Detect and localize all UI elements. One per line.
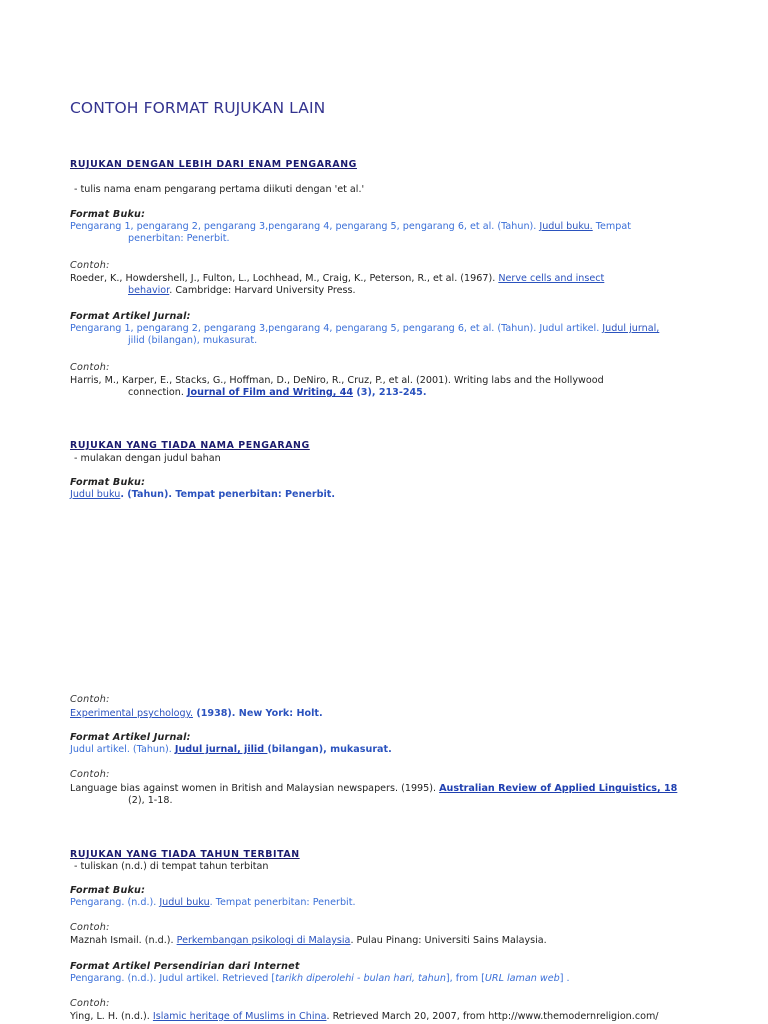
example-title-link[interactable]: behavior xyxy=(128,285,170,296)
format-text: Pengarang 1, pengarang 2, pengarang 3,pengarang 4, pengarang 5, pengarang 6, et al. (Tahun). xyxy=(70,221,540,232)
journal-title-link[interactable]: Judul jurnal, jilid xyxy=(174,744,268,755)
format-text: . Tempat penerbitan: Penerbit. xyxy=(209,897,356,908)
format-book-label: Format Buku: xyxy=(70,885,146,896)
page-title: CONTOH FORMAT RUJUKAN LAIN xyxy=(70,99,326,117)
book-title-link[interactable]: Judul buku. xyxy=(539,221,593,232)
example-line xyxy=(70,708,323,720)
section-heading-no-year: RUJUKAN YANG TIADA TAHUN TERBITAN xyxy=(70,849,300,860)
format-text: Judul artikel. (Tahun). xyxy=(70,744,175,755)
format-journal-line xyxy=(70,744,392,756)
example-title-link[interactable]: Perkembangan psikologi di Malaysia xyxy=(176,935,351,946)
example-line-1 xyxy=(70,273,604,285)
example-line-1: Harris, M., Karper, E., Stacks, G., Hoffman, D., DeNiro, R., Cruz, P., et al. (2001). Writing labs and the Hollywood xyxy=(70,375,604,386)
example-text: (3), 213-245. xyxy=(353,387,427,398)
format-text: Pengarang. (n.d.). xyxy=(70,897,160,908)
format-journal-label: Format Artikel Jurnal: xyxy=(70,311,191,322)
journal-title-link[interactable]: Judul jurnal, xyxy=(602,323,660,334)
format-book-line xyxy=(70,897,356,909)
format-journal-line-1 xyxy=(70,323,659,335)
example-text: . Retrieved March 20, 2007, from http://www.themodernreligion.com/ xyxy=(326,1011,659,1022)
example-text: Roeder, K., Howdershell, J., Fulton, L., Lochhead, M., Craig, K., Peterson, R., et al. (1967). xyxy=(70,273,499,284)
format-text: . (Tahun). Tempat penerbitan: Penerbit. xyxy=(120,489,336,500)
section-note: - tuliskan (n.d.) di tempat tahun terbitan xyxy=(74,861,269,872)
example-line-1 xyxy=(70,783,677,795)
format-book-line-2: penerbitan: Penerbit. xyxy=(128,233,230,244)
example-label: Contoh: xyxy=(70,362,110,373)
example-title-link[interactable]: Islamic heritage of Muslims in China xyxy=(152,1011,327,1022)
journal-title-link[interactable]: Australian Review of Applied Linguistics, 18 xyxy=(439,783,678,794)
book-title-link[interactable]: Judul buku xyxy=(159,897,210,908)
example-line-2: (2), 1-18. xyxy=(128,795,173,806)
format-journal-label: Format Artikel Jurnal: xyxy=(70,732,191,743)
example-label: Contoh: xyxy=(70,769,110,780)
example-label: Contoh: xyxy=(70,694,110,705)
example-line-2 xyxy=(128,387,427,399)
format-text: ], from [ xyxy=(445,973,485,984)
example-text: (1938). New York: Holt. xyxy=(193,708,323,719)
section-note: - tulis nama enam pengarang pertama diikuti dengan 'et al.' xyxy=(74,184,365,195)
format-internet-label: Format Artikel Persendirian dari Internet xyxy=(70,961,300,972)
format-placeholder: URL laman web xyxy=(484,973,560,984)
format-text: ] . xyxy=(559,973,570,984)
example-title-link[interactable]: Nerve cells and insect xyxy=(498,273,605,284)
example-text: . Cambridge: Harvard University Press. xyxy=(169,285,356,296)
format-book-line-1 xyxy=(70,221,631,233)
example-text: connection. xyxy=(128,387,187,398)
example-line xyxy=(70,1011,659,1023)
example-text: Maznah Ismail. (n.d.). xyxy=(70,935,177,946)
example-text: . Pulau Pinang: Universiti Sains Malaysia. xyxy=(350,935,547,946)
example-label: Contoh: xyxy=(70,998,110,1009)
format-placeholder: tarikh diperolehi - bulan hari, tahun xyxy=(275,973,446,984)
format-book-label: Format Buku: xyxy=(70,209,146,220)
example-line xyxy=(70,935,547,947)
example-line-2 xyxy=(128,285,356,297)
example-title-link[interactable]: Experimental psychology. xyxy=(70,708,193,719)
format-internet-line xyxy=(70,973,570,985)
section-heading-more-than-six-authors: RUJUKAN DENGAN LEBIH DARI ENAM PENGARANG xyxy=(70,159,357,170)
format-text: Tempat xyxy=(592,221,631,232)
section-heading-no-author: RUJUKAN YANG TIADA NAMA PENGARANG xyxy=(70,440,310,451)
format-text: Pengarang 1, pengarang 2, pengarang 3,pengarang 4, pengarang 5, pengarang 6, et al. (Tahun). Judul artikel. xyxy=(70,323,603,334)
example-label: Contoh: xyxy=(70,260,110,271)
example-text: Language bias against women in British and Malaysian newspapers. (1995). xyxy=(70,783,440,794)
format-journal-line-2: jilid (bilangan), mukasurat. xyxy=(128,335,258,346)
section-note: - mulakan dengan judul bahan xyxy=(74,453,221,464)
format-text: (bilangan), mukasurat. xyxy=(267,744,392,755)
example-text: Ying, L. H. (n.d.). xyxy=(70,1011,153,1022)
book-title-link[interactable]: Judul buku xyxy=(70,489,121,500)
format-text: Pengarang. (n.d.). Judul artikel. Retrieved [ xyxy=(70,973,276,984)
journal-title-link[interactable]: Journal of Film and Writing, 44 xyxy=(186,387,354,398)
format-book-line xyxy=(70,489,335,501)
example-label: Contoh: xyxy=(70,922,110,933)
format-book-label: Format Buku: xyxy=(70,477,146,488)
